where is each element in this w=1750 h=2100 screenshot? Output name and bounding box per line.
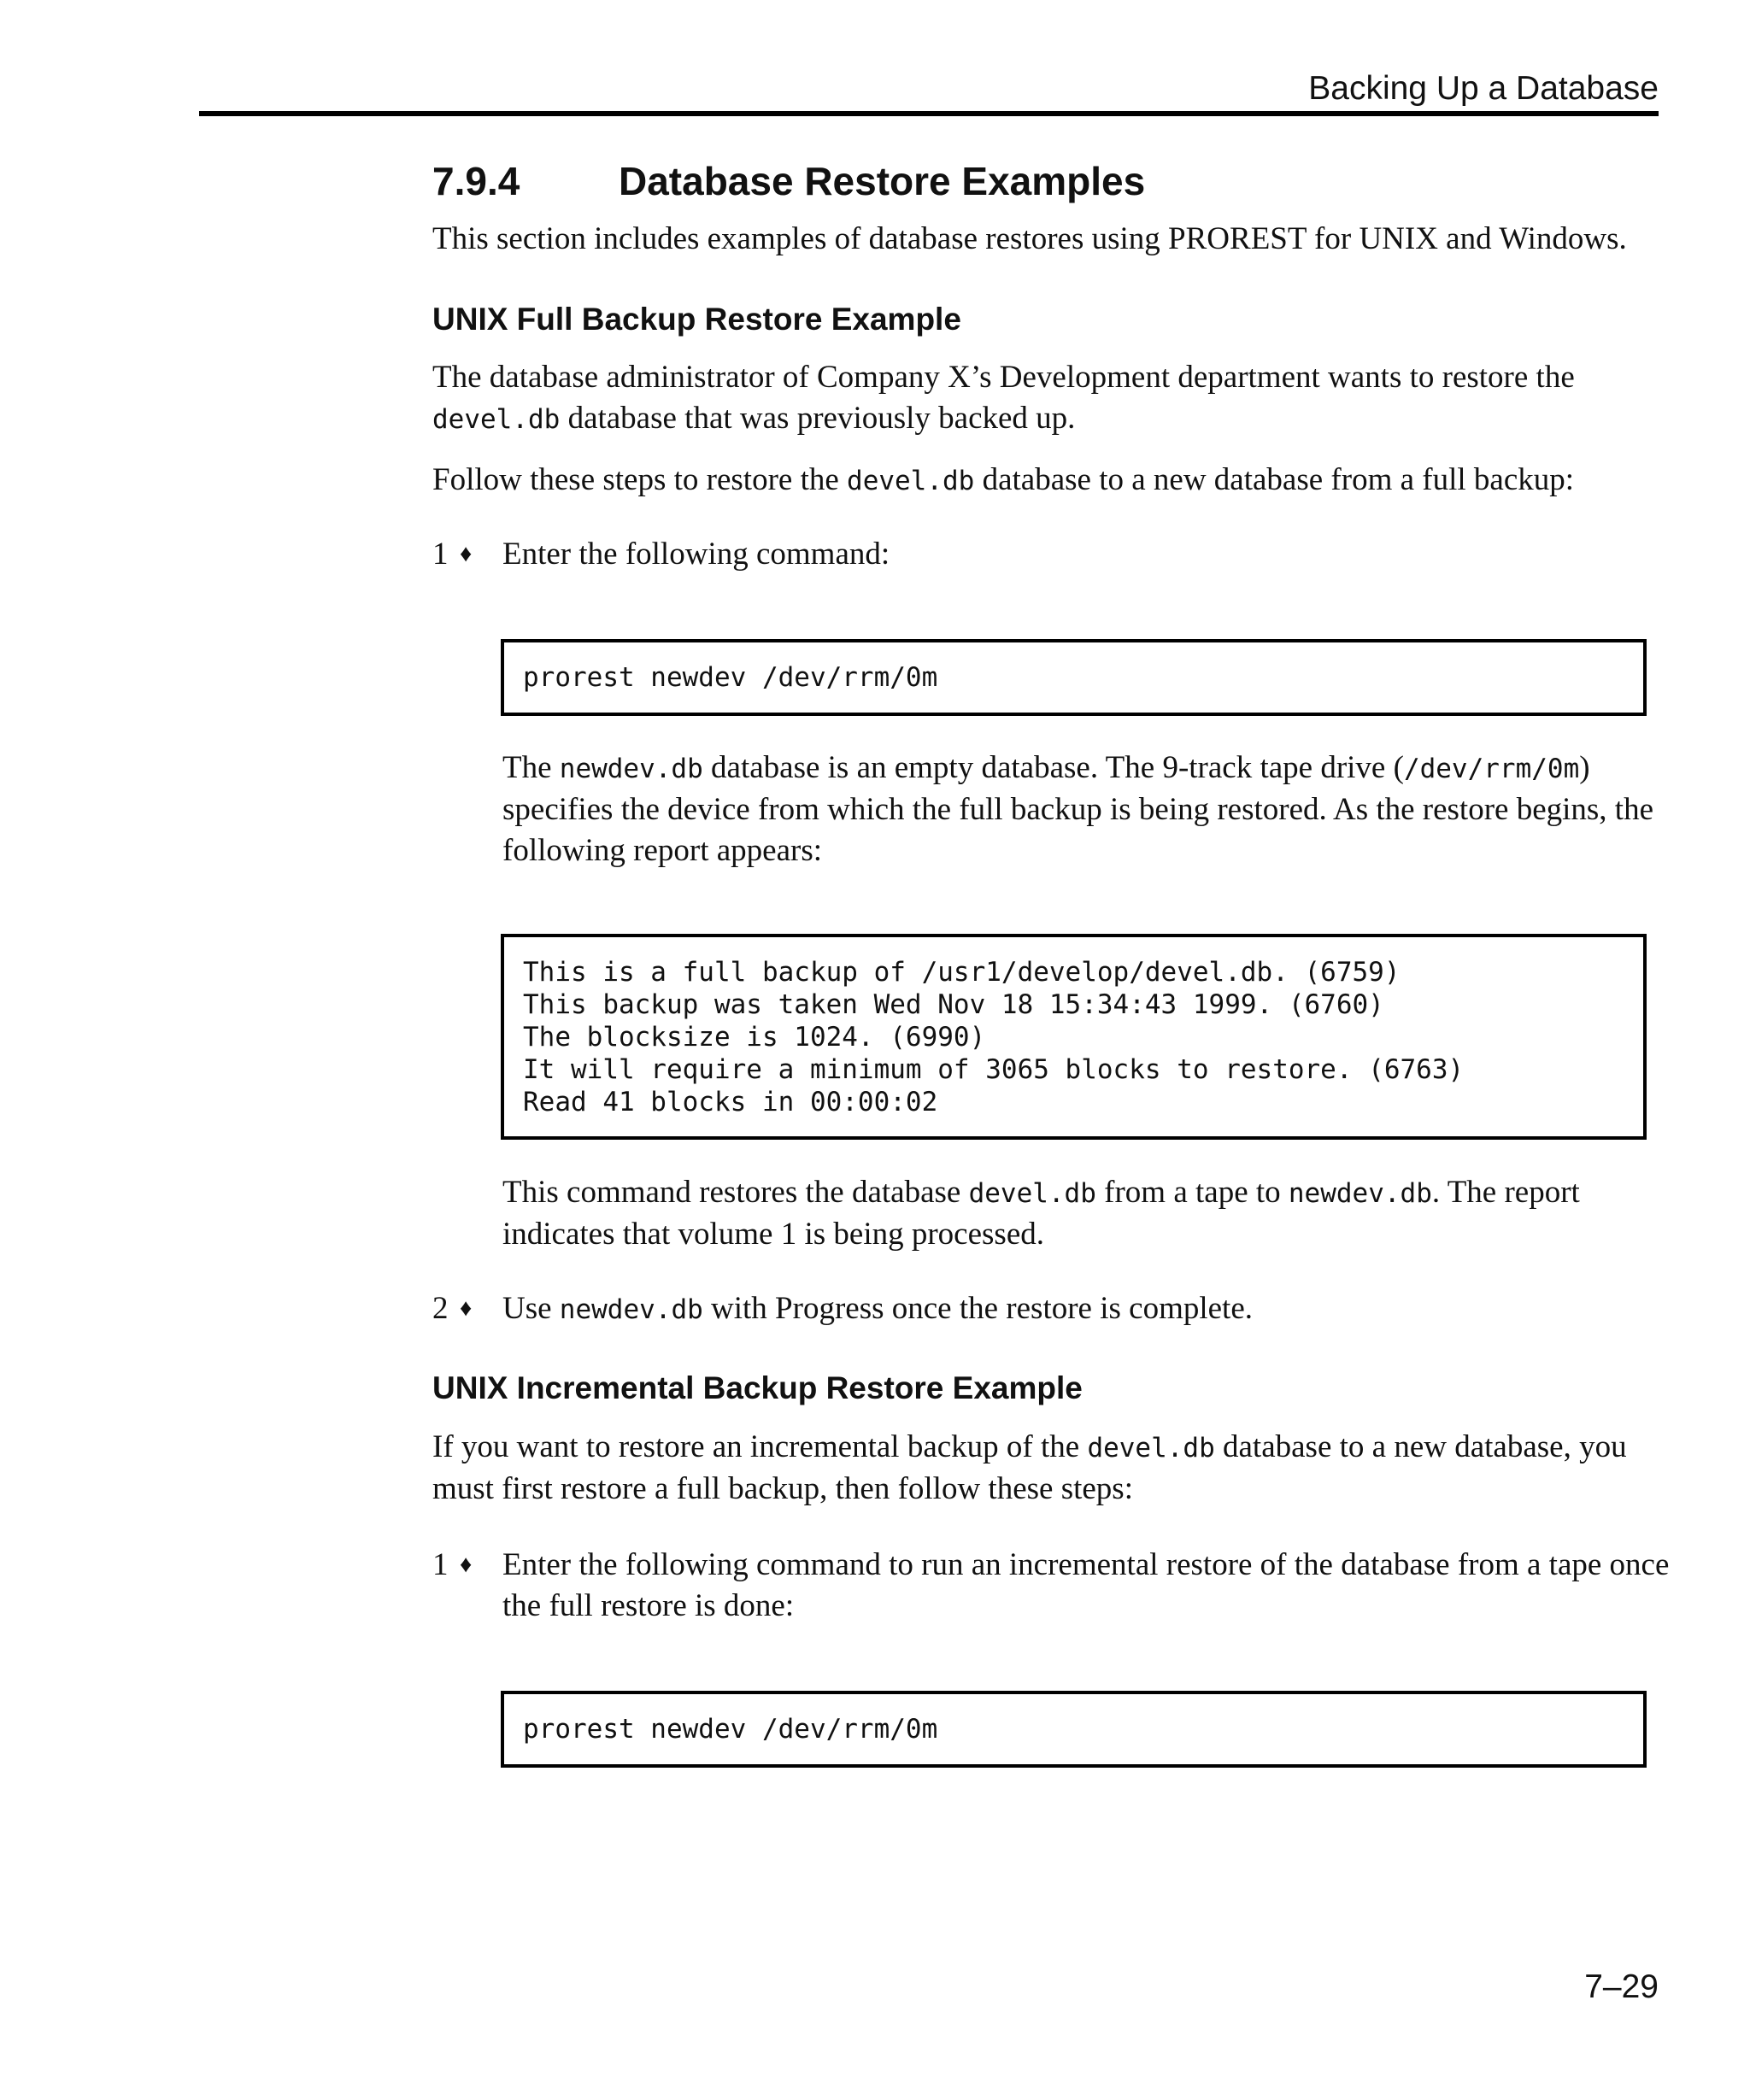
- full-step-1: [432, 534, 1673, 575]
- incremental-example-paragraph: If you want to restore an incremental backup of the devel.db database to a new database, you must first restore a full backup, then follow these steps:: [432, 1429, 1627, 1506]
- diamond-bullet-icon: ♦: [460, 1552, 473, 1578]
- step-text: Enter the following command to run an incremental restore of the database from a tape once the full restore is done:: [502, 1547, 1670, 1623]
- inline-code: /dev/rrm/0m: [1403, 754, 1580, 784]
- full-step-2: [432, 1288, 1673, 1330]
- step-text: Enter the following command:: [502, 537, 890, 572]
- incremental-step-1: [432, 1545, 1673, 1627]
- page-number: 7–29: [1584, 1968, 1659, 2005]
- full-example-paragraph-1: The database administrator of Company X’s Development department wants to restore the devel.db database that was previously backed up.: [432, 360, 1575, 436]
- section-intro: This section includes examples of database restores using PROREST for UNIX and Windows.: [432, 221, 1627, 256]
- report-line: It will require a minimum of 3065 blocks to restore. (6763): [523, 1054, 1465, 1085]
- inline-code: devel.db: [432, 404, 561, 435]
- step-number: 2: [432, 1291, 449, 1326]
- step-1-result: This command restores the database devel.db from a tape to newdev.db. The report indicates that volume 1 is being processed.: [502, 1175, 1580, 1252]
- step-number: 1: [432, 1547, 449, 1582]
- diamond-bullet-icon: ♦: [460, 541, 473, 567]
- section-title: Database Restore Examples: [619, 159, 1146, 203]
- command-text: prorest newdev /dev/rrm/0m: [523, 662, 938, 693]
- inline-code: newdev.db: [559, 1294, 703, 1325]
- report-line: This is a full backup of /usr1/develop/devel.db. (6759): [523, 957, 1401, 988]
- step-number: 1: [432, 537, 449, 572]
- report-line: The blocksize is 1024. (6990): [523, 1022, 986, 1053]
- step-text: Use newdev.db with Progress once the restore is complete.: [502, 1291, 1253, 1326]
- command-box: [501, 1691, 1647, 1768]
- section-number: 7.9.4: [432, 159, 520, 203]
- report-line: Read 41 blocks in 00:00:02: [523, 1087, 938, 1117]
- full-example-heading: UNIX Full Backup Restore Example: [432, 302, 961, 337]
- inline-code: newdev.db: [1288, 1178, 1432, 1209]
- section-heading: [432, 157, 1145, 205]
- full-example-paragraph-2: Follow these steps to restore the devel.db database to a new database from a full backup:: [432, 462, 1575, 497]
- incremental-example-heading: UNIX Incremental Backup Restore Example: [432, 1370, 1083, 1405]
- inline-code: devel.db: [847, 466, 975, 496]
- diamond-bullet-icon: ♦: [460, 1295, 473, 1322]
- running-header: Backing Up a Database: [1308, 70, 1659, 107]
- inline-code: newdev.db: [559, 754, 703, 784]
- report-line: This backup was taken Wed Nov 18 15:34:43 1999. (6760): [523, 989, 1384, 1020]
- command-box: [501, 639, 1647, 716]
- inline-code: devel.db: [1087, 1433, 1215, 1464]
- step-1-explanation: The newdev.db database is an empty database. The 9-track tape drive (/dev/rrm/0m) specifies the device from which the full backup is being restored. As the restore begins, the following report appears:: [502, 750, 1654, 868]
- header-rule: [199, 111, 1659, 116]
- report-box: [501, 934, 1647, 1140]
- inline-code: devel.db: [968, 1178, 1096, 1209]
- command-text: prorest newdev /dev/rrm/0m: [523, 1714, 938, 1745]
